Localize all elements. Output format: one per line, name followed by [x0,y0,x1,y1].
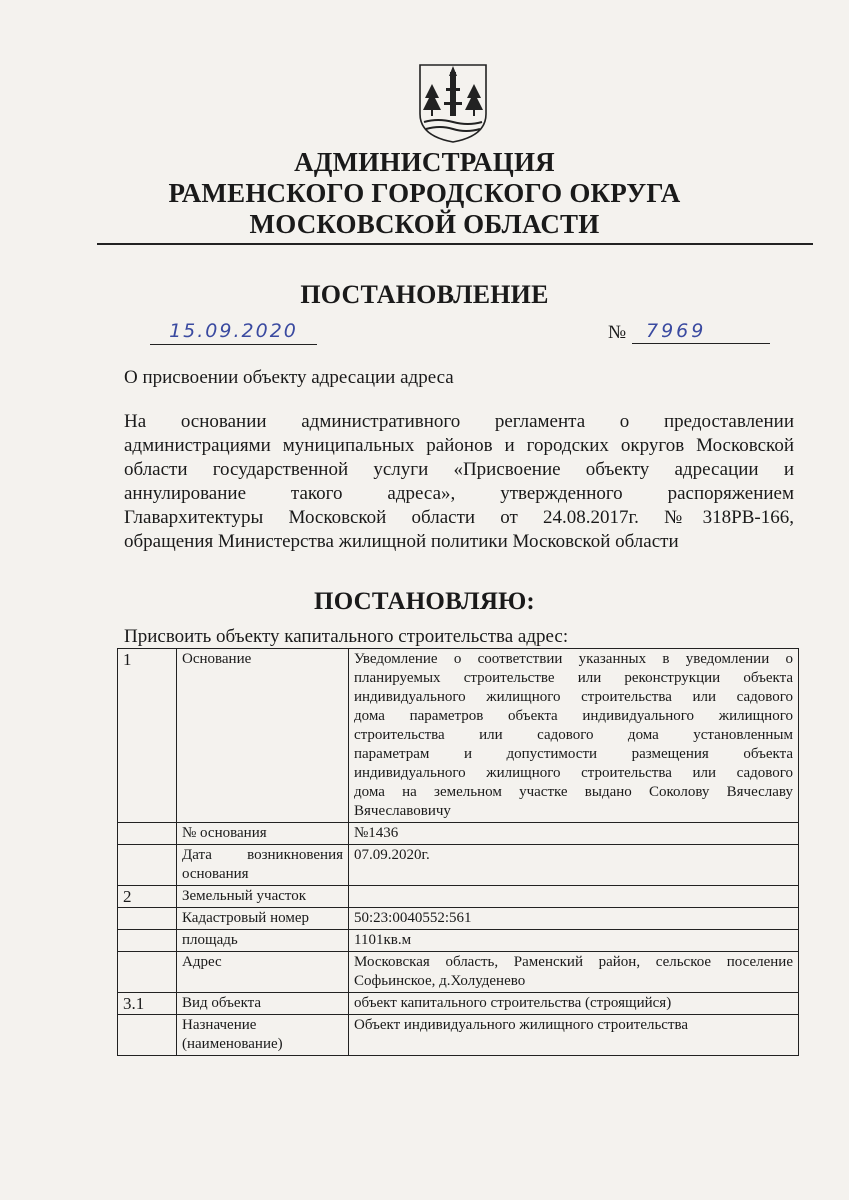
row-value: Объект индивидуального жилищного строительства [349,1015,799,1056]
value-line: индивидуального жилищного строительства или садового [354,765,793,781]
basis-line: обращения Министерства жилищной политики Московской области [124,531,679,552]
assign-text: Присвоить объекту капитального строительства адрес: [124,626,569,647]
value-line: строительства или садового дома установленным [354,727,793,743]
address-table [117,648,799,1056]
basis-line: аннулирование такого адреса», утвержденного распоряжением [124,483,794,504]
row-value: объект капитального строительства (строящийся) [349,993,799,1015]
table-row [118,993,799,1015]
value-line: Вячеславовичу [354,803,451,819]
row-value [349,886,799,908]
row-label: Кадастровый номер [177,908,349,930]
value-line: Московская область, Раменский район, сельское поселение [354,954,793,970]
table-row [118,886,799,908]
decree-number-label: № [608,322,627,343]
row-label: площадь [177,930,349,952]
row-label: Вид объекта [177,993,349,1015]
label-line: основания [182,866,249,882]
org-line-3: МОСКОВСКОЙ ОБЛАСТИ [249,209,600,239]
coat-of-arms-emblem [416,62,490,144]
org-line-1: АДМИНИСТРАЦИЯ [294,147,555,177]
value-line: планируемых строительстве или реконструкции объекта [354,670,793,686]
basis-line: Главархитектуры Московской области от 24.08.2017г. №318РВ-166, [124,507,794,528]
resolve-heading: ПОСТАНОВЛЯЮ: [314,588,535,615]
row-label: Основание [177,649,349,823]
decree-title: ПОСТАНОВЛЕНИЕ [300,280,549,309]
value-line: Уведомление о соответствии указанных в уведомлении о [354,651,793,667]
header-divider [97,243,813,245]
row-value: 07.09.2020г. [349,845,799,886]
row-label: Земельный участок [177,886,349,908]
table-row [118,823,799,845]
decree-subject: О присвоении объекту адресации адреса [124,367,454,388]
row-number: 3.1 [118,993,177,1015]
value-line: параметрам и допустимости размещения объекта [354,746,793,762]
row-value [349,952,799,993]
table-row [118,649,799,823]
basis-line: области государственной услуги «Присвоение объекту адресации и [124,459,794,480]
row-label: № основания [177,823,349,845]
row-number: 2 [118,886,177,908]
row-number: 1 [118,649,177,823]
decree-date: 15.09.2020 [150,318,317,345]
row-number [118,823,177,845]
row-value: 1101кв.м [349,930,799,952]
row-number [118,1015,177,1056]
table-row [118,1015,799,1056]
row-value: 50:23:0040552:561 [349,908,799,930]
row-number [118,930,177,952]
table-row [118,845,799,886]
row-label: Адрес [177,952,349,993]
label-line: (наименование) [182,1036,283,1052]
organization-name [0,147,849,240]
row-label [177,845,349,886]
row-number [118,952,177,993]
row-value [349,649,799,823]
value-line: дома параметров объекта индивидуального жилищного [354,708,793,724]
row-label [177,1015,349,1056]
row-number [118,908,177,930]
basis-line: администрациями муниципальных районов и городских округов Московской [124,435,794,456]
table-row [118,952,799,993]
basis-paragraph [124,410,794,554]
table-row [118,908,799,930]
value-line: Софьинское, д.Холуденево [354,973,526,989]
table-row [118,930,799,952]
row-value: №1436 [349,823,799,845]
org-line-2: РАМЕНСКОГО ГОРОДСКОГО ОКРУГА [168,178,681,208]
row-number [118,845,177,886]
label-line: Дата возникновения [182,847,343,863]
basis-line: На основании административного регламента о предоставлении [124,411,794,432]
value-line: индивидуального жилищного строительства или садового [354,689,793,705]
label-line: Назначение [182,1017,257,1033]
value-line: дома на земельном участке выдано Соколову Вячеславу [354,784,793,800]
decree-number: 7969 [632,318,770,344]
